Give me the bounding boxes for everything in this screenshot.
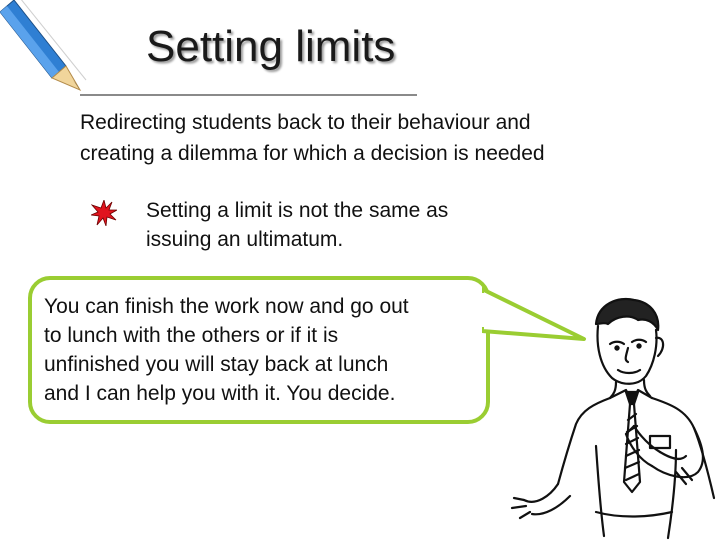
bubble-line: to lunch with the others or if it is bbox=[44, 324, 339, 347]
bullet-text bbox=[146, 196, 526, 254]
bullet-line: issuing an ultimatum. bbox=[146, 228, 344, 251]
bubble-line: You can finish the work now and go out bbox=[44, 295, 409, 318]
intro-line: Redirecting students back to their behaviour and bbox=[80, 111, 531, 134]
bubble-line: and I can help you with it. You decide. bbox=[44, 382, 396, 405]
pencil-icon bbox=[0, 0, 90, 100]
speech-bubble-text bbox=[44, 292, 484, 408]
bubble-line: unfinished you will stay back at lunch bbox=[44, 353, 389, 376]
bullet-line: Setting a limit is not the same as bbox=[146, 199, 449, 222]
intro-text bbox=[80, 107, 640, 169]
speech-bubble-tail bbox=[482, 285, 592, 345]
red-starburst-icon bbox=[91, 200, 117, 226]
slide-title: Setting limits bbox=[146, 22, 396, 71]
intro-line: creating a dilemma for which a decision is needed bbox=[80, 142, 545, 165]
title-underline bbox=[80, 94, 417, 96]
